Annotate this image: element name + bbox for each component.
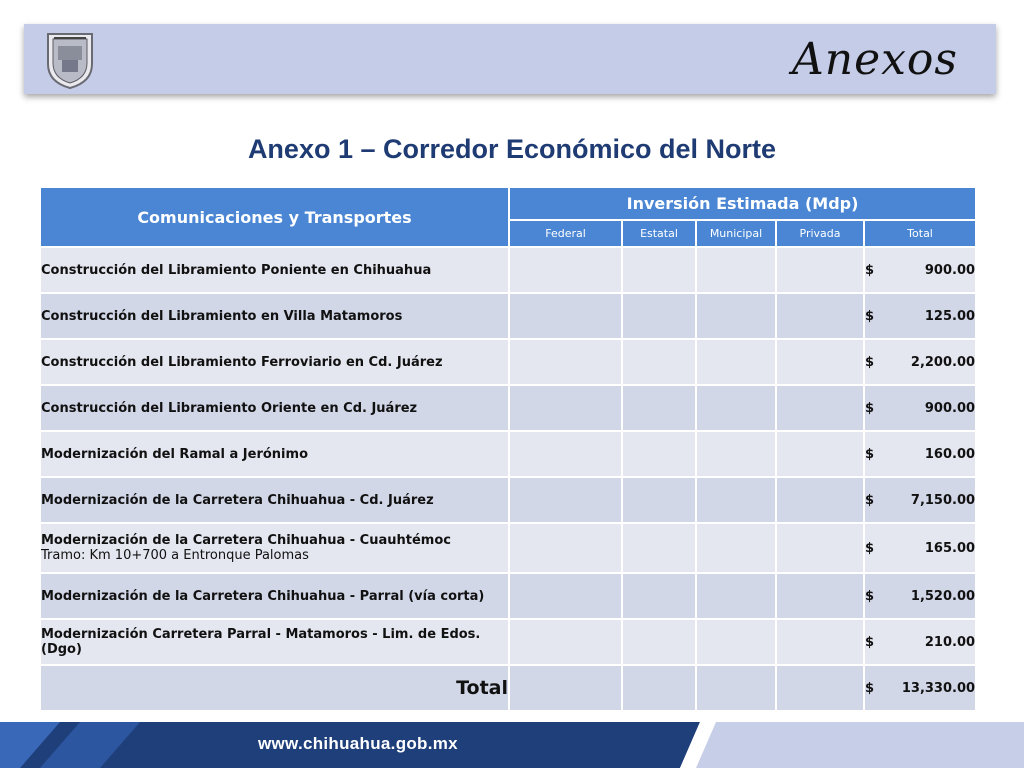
total-amount: 900.00	[924, 262, 976, 278]
estatal-cell	[622, 293, 696, 339]
privada-cell	[776, 293, 864, 339]
project-name-cell	[40, 523, 509, 573]
federal-cell	[509, 339, 622, 385]
privada-cell	[776, 665, 864, 711]
privada-cell	[776, 523, 864, 573]
table-row	[40, 523, 976, 573]
project-name: Modernización de la Carretera Chihuahua - Cd. Juárez	[40, 477, 509, 523]
project-name: Modernización de la Carretera Chihuahua - Cuauhtémoc	[41, 533, 451, 548]
header-title: Anexos	[791, 34, 958, 85]
currency-symbol: $	[865, 262, 875, 278]
total-amount: 1,520.00	[910, 588, 976, 604]
currency-symbol: $	[865, 492, 875, 508]
estatal-cell	[622, 477, 696, 523]
privada-cell	[776, 619, 864, 665]
total-cell	[864, 477, 976, 523]
estatal-cell	[622, 619, 696, 665]
table-row	[40, 477, 976, 523]
total-cell	[864, 431, 976, 477]
privada-cell	[776, 247, 864, 293]
total-cell	[864, 247, 976, 293]
estatal-cell	[622, 339, 696, 385]
total-row	[40, 665, 976, 711]
federal-cell	[509, 385, 622, 431]
project-name: Construcción del Libramiento Oriente en Cd. Juárez	[40, 385, 509, 431]
page-title: Anexo 1 – Corredor Económico del Norte	[247, 134, 777, 164]
total-cell	[864, 385, 976, 431]
federal-cell	[509, 431, 622, 477]
total-cell	[864, 573, 976, 619]
municipal-cell	[696, 477, 776, 523]
estatal-cell	[622, 665, 696, 711]
total-cell	[864, 523, 976, 573]
federal-cell	[509, 619, 622, 665]
table-row	[40, 573, 976, 619]
municipal-cell	[696, 523, 776, 573]
total-amount: 165.00	[924, 540, 976, 556]
table-row	[40, 339, 976, 385]
total-cell	[864, 619, 976, 665]
category-header: Comunicaciones y Transportes	[40, 187, 509, 247]
project-section: Tramo: Km 10+700 a Entronque Palomas	[41, 548, 309, 563]
municipal-cell	[696, 385, 776, 431]
total-amount: 7,150.00	[910, 492, 976, 508]
table-row	[40, 293, 976, 339]
footer-url[interactable]: www.chihuahua.gob.mx	[258, 734, 458, 753]
currency-symbol: $	[865, 400, 875, 416]
table-row	[40, 247, 976, 293]
privada-cell	[776, 477, 864, 523]
privada-cell	[776, 339, 864, 385]
privada-cell	[776, 385, 864, 431]
currency-symbol: $	[865, 308, 875, 324]
federal-cell	[509, 293, 622, 339]
privada-cell	[776, 573, 864, 619]
estatal-cell	[622, 247, 696, 293]
currency-symbol: $	[865, 446, 875, 462]
table-row	[40, 619, 976, 665]
footer-stripes	[0, 722, 1024, 768]
project-name: Modernización Carretera Parral - Matamoros - Lim. de Edos. (Dgo)	[40, 619, 509, 665]
federal-cell	[509, 477, 622, 523]
currency-symbol: $	[865, 680, 875, 696]
investment-table	[39, 186, 977, 712]
currency-symbol: $	[865, 634, 875, 650]
currency-symbol: $	[865, 354, 875, 370]
project-name: Construcción del Libramiento en Villa Matamoros	[40, 293, 509, 339]
total-amount: 2,200.00	[910, 354, 976, 370]
municipal-cell	[696, 431, 776, 477]
column-header-total: Total	[864, 220, 976, 247]
municipal-cell	[696, 573, 776, 619]
investment-header: Inversión Estimada (Mdp)	[509, 187, 976, 220]
column-header-privada: Privada	[776, 220, 864, 247]
total-label: Total	[40, 665, 509, 711]
total-amount: 210.00	[924, 634, 976, 650]
footer-band	[0, 722, 1024, 768]
estatal-cell	[622, 431, 696, 477]
project-name: Construcción del Libramiento Ferroviario en Cd. Juárez	[40, 339, 509, 385]
table-row	[40, 431, 976, 477]
municipal-cell	[696, 619, 776, 665]
total-amount: 160.00	[924, 446, 976, 462]
grand-total-amount: 13,330.00	[901, 680, 976, 696]
federal-cell	[509, 573, 622, 619]
table-row	[40, 385, 976, 431]
estatal-cell	[622, 573, 696, 619]
project-name: Construcción del Libramiento Poniente en Chihuahua	[40, 247, 509, 293]
column-header-estatal: Estatal	[622, 220, 696, 247]
grand-total-cell	[864, 665, 976, 711]
column-header-municipal: Municipal	[696, 220, 776, 247]
federal-cell	[509, 665, 622, 711]
municipal-cell	[696, 665, 776, 711]
total-amount: 125.00	[924, 308, 976, 324]
municipal-cell	[696, 339, 776, 385]
total-cell	[864, 339, 976, 385]
currency-symbol: $	[865, 540, 875, 556]
federal-cell	[509, 247, 622, 293]
state-seal-icon	[44, 30, 96, 90]
municipal-cell	[696, 247, 776, 293]
privada-cell	[776, 431, 864, 477]
total-amount: 900.00	[924, 400, 976, 416]
estatal-cell	[622, 523, 696, 573]
currency-symbol: $	[865, 588, 875, 604]
federal-cell	[509, 523, 622, 573]
header-band	[24, 24, 996, 94]
project-name: Modernización de la Carretera Chihuahua - Parral (vía corta)	[40, 573, 509, 619]
municipal-cell	[696, 293, 776, 339]
project-name: Modernización del Ramal a Jerónimo	[40, 431, 509, 477]
total-cell	[864, 293, 976, 339]
column-header-federal: Federal	[509, 220, 622, 247]
estatal-cell	[622, 385, 696, 431]
